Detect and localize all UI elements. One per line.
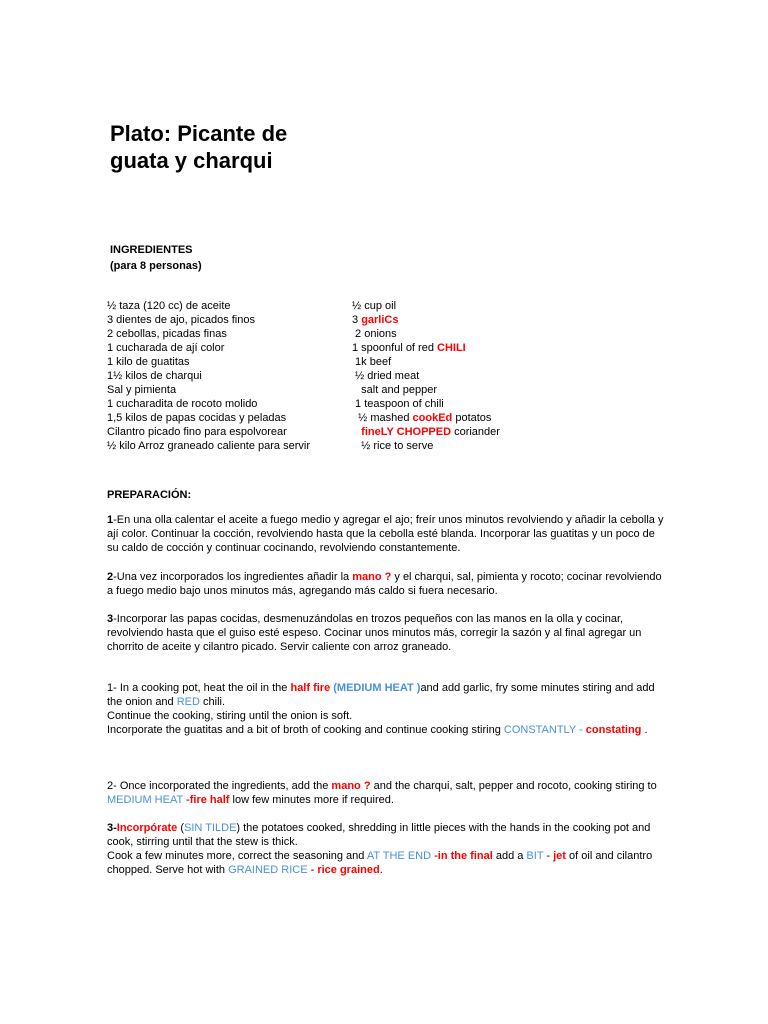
ingredient-text: 2 onions [352, 328, 397, 340]
ingredient-text: salt and pepper [352, 384, 438, 396]
step-2-spanish [107, 570, 667, 598]
step-text: . [379, 864, 383, 876]
highlight-red: fire half [189, 794, 230, 806]
step-2-english [107, 779, 667, 807]
highlight-red: CHILI [437, 342, 466, 354]
step-1-english [107, 681, 667, 737]
ingredient-item: Cilantro picado fino para espolvorear [107, 426, 287, 438]
ingredient-item [352, 425, 500, 439]
step-text: ) the potatoes cooked, shredding in little pieces with the hands in the cooking pot and cook, stirring until that the stew is thick. [107, 822, 651, 848]
step-text: - [431, 850, 438, 862]
ingredient-item [352, 327, 500, 341]
highlight-red: cookEd [412, 412, 453, 424]
ingredient-item: 3 dientes de ajo, picados finos [107, 314, 255, 326]
ingredients-list-spanish [107, 299, 310, 453]
step-text: of oil and cilantro chopped. Serve hot with [107, 850, 653, 876]
step-text: ( [177, 822, 185, 834]
ingredient-text: ½ mashed [352, 412, 413, 424]
step-text: low few minutes more if required. [229, 794, 394, 806]
step-text: -Incorporar las papas cocidas, desmenuzándolas en trozos pequeños con las manos en la olla y cocinar, revolviendo hasta que el guiso esté espeso. Cocinar unos minutos más, corregir la sazón y al final agregar un chorrito de aceite y cilantro picado. Servir caliente con arroz graneado. [107, 613, 642, 653]
highlight-blue: (MEDIUM HEAT ) [330, 682, 421, 694]
step-text: - [543, 850, 554, 862]
ingredient-item [352, 411, 500, 425]
servings-note: (para 8 personas) [110, 260, 202, 272]
highlight-blue: CONSTANTLY - [503, 724, 583, 736]
ingredient-item: 1½ kilos de charqui [107, 370, 202, 382]
ingredient-text: potatos [452, 412, 492, 424]
highlight-red: rice grained [317, 864, 380, 876]
highlight-blue: MEDIUM HEAT [107, 794, 183, 806]
step-text: Cook a few minutes more, correct the seasoning and [107, 850, 367, 862]
ingredient-item: ½ kilo Arroz graneado caliente para servir [107, 440, 310, 452]
step-text: 1- In a cooking pot, heat the oil in the [107, 682, 291, 694]
highlight-red: constating [585, 724, 642, 736]
step-number: 3- [107, 822, 117, 834]
step-text: y el charqui, sal, pimienta y rocoto; cocinar revolviendo a fuego medio bajo unos minutos más, agregando más caldo si fuera necesario. [107, 571, 662, 597]
highlight-blue: SIN TILDE [184, 822, 237, 834]
recipe-title: Plato: Picante de guata y charqui [110, 121, 288, 173]
step-text: chili. [199, 696, 226, 708]
ingredient-item: 2 cebollas, picadas finas [107, 328, 227, 340]
ingredient-text: ½ cup oil [352, 300, 397, 312]
ingredients-heading: INGREDIENTES [110, 244, 193, 256]
step-text: . [641, 724, 648, 736]
step-3-english [107, 821, 667, 877]
step-1-spanish [107, 513, 667, 555]
step-text: Incorporate the guatitas and a bit of broth of cooking and continue cooking stiring [107, 724, 504, 736]
ingredient-text: 1k beef [352, 356, 392, 368]
ingredient-text: ½ rice to serve [352, 440, 434, 452]
highlight-red: half fire [290, 682, 331, 694]
ingredient-item: Sal y pimienta [107, 384, 177, 396]
highlight-red: mano ? [352, 571, 392, 583]
ingredient-text: 1 teaspoon of chili [352, 398, 444, 410]
step-3-spanish [107, 612, 667, 654]
ingredients-list-english [352, 299, 500, 453]
step-number: 3 [107, 613, 114, 625]
preparation-heading: PREPARACIÓN: [107, 489, 192, 501]
ingredient-item: 1 cucharadita de rocoto molido [107, 398, 258, 410]
step-text: and add garlic, fry some minutes stiring and add the onion and [107, 682, 655, 708]
step-text: Continue the cooking, stiring until the onion is soft. [107, 710, 353, 722]
ingredient-text: ½ dried meat [352, 370, 420, 382]
ingredient-text [352, 426, 361, 438]
highlight-blue: RED [176, 696, 200, 708]
highlight-red: mano ? [331, 780, 371, 792]
ingredient-item: ½ taza (120 cc) de aceite [107, 300, 231, 312]
step-text: -Una vez incorporados los ingredientes añadir la [113, 571, 353, 583]
ingredient-item [352, 439, 500, 453]
step-text: -En una olla calentar el aceite a fuego medio y agregar el ajo; freír unos minutos revolviendo y añadir la cebolla y ají color. Continuar la cocción, revolviendo hasta que la cebolla esté blanda. Incorporar las guatitas y un poco de su caldo de cocción y continuar cocinando, revolviendo constantemente. [107, 514, 664, 554]
ingredient-text: coriander [451, 426, 500, 438]
step-number: 2 [107, 571, 114, 583]
ingredients-header [110, 242, 202, 274]
highlight-blue: GRAINED RICE [228, 864, 308, 876]
ingredient-item [352, 313, 500, 327]
highlight-red: in the final [437, 850, 493, 862]
ingredient-item [352, 383, 500, 397]
highlight-blue: AT THE END [366, 850, 432, 862]
ingredient-text: 3 [352, 314, 362, 326]
step-text: - [307, 864, 318, 876]
highlight-red: fineLY CHOPPED [361, 426, 452, 438]
ingredient-item: 1,5 kilos de papas cocidas y peladas [107, 412, 287, 424]
ingredient-item: 1 cucharada de ají color [107, 342, 225, 354]
highlight-red: Incorpórate [116, 822, 178, 834]
ingredient-item [352, 355, 500, 369]
step-text: add a [492, 850, 527, 862]
ingredient-text: 1 spoonful of red [352, 342, 438, 354]
step-text: 2- Once incorporated the ingredients, add the [107, 780, 332, 792]
step-number: 1 [107, 514, 114, 526]
highlight-red: garliCs [361, 314, 399, 326]
highlight-red: jet [553, 850, 566, 862]
ingredient-item [352, 369, 500, 383]
ingredient-item [352, 341, 500, 355]
ingredient-item [352, 397, 500, 411]
step-text: - [183, 794, 190, 806]
step-text: and the charqui, salt, pepper and rocoto, cooking stiring to [370, 780, 657, 792]
highlight-blue: BIT [526, 850, 544, 862]
ingredient-item [352, 299, 500, 313]
ingredient-item: 1 kilo de guatitas [107, 356, 190, 368]
